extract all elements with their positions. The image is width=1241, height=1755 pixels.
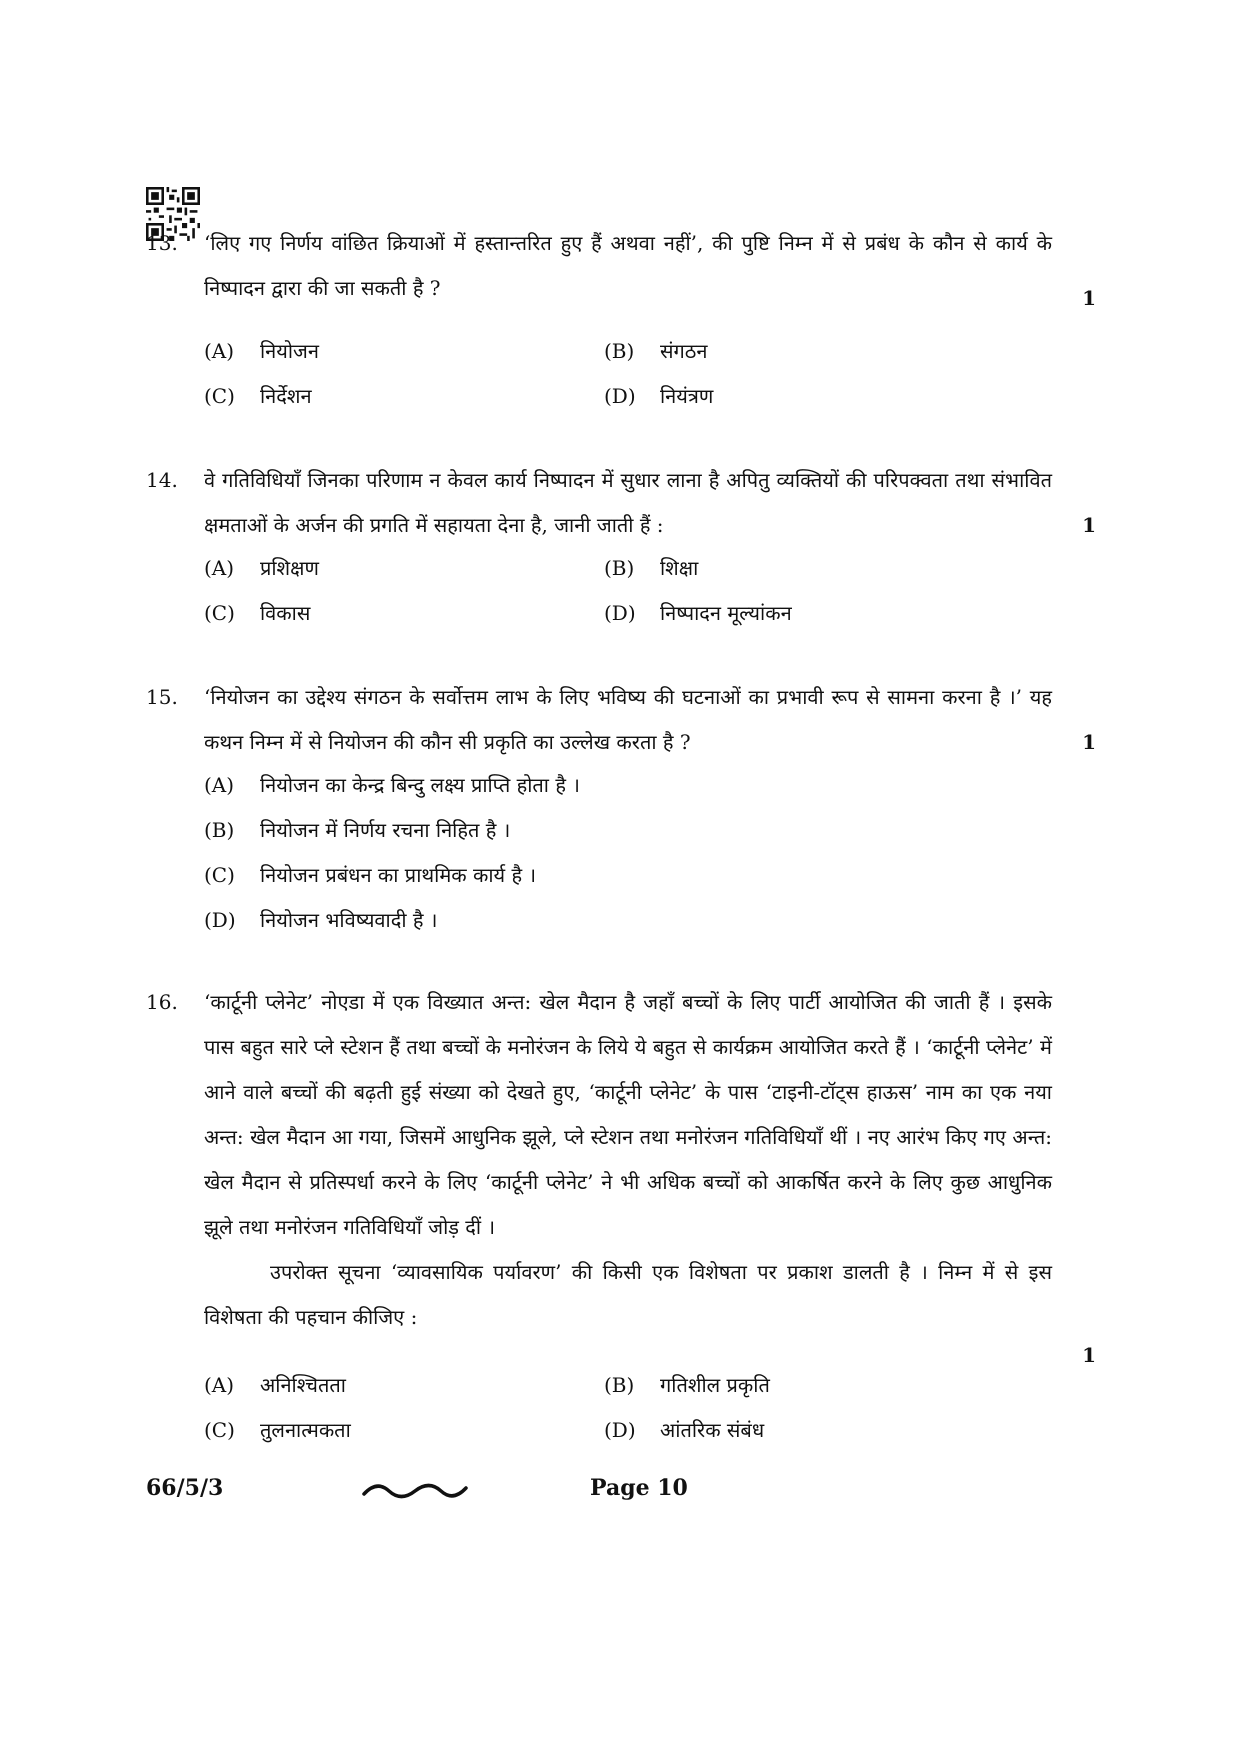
option-label: (D) [204,908,236,932]
option-d [204,900,437,940]
question-text: ‘लिए गए निर्णय वांछित क्रियाओं में हस्तान्तरित हुए हैं अथवा नहीं’, की पुष्टि निम्न में से प्रबंध के कौन से कार्य के निष्पादन द्वारा की जा सकती है ? [204,231,1052,300]
option-a [204,1365,346,1405]
option-b [204,810,510,850]
option-label: (D) [604,1418,636,1442]
question-number: 15. [146,685,178,709]
question-text: उपरोक्त सूचना ‘व्यावसायिक पर्यावरण’ की किसी एक विशेषता पर प्रकाश डालती है । निम्न में से इस विशेषता की पहचान कीजिए : [204,1260,1052,1329]
option-label: (A) [204,339,235,363]
option-text: आंतरिक संबंध [660,1418,765,1442]
question-text: ‘नियोजन का उद्देश्य संगठन के सर्वोत्तम लाभ के लिए भविष्य की घटनाओं का प्रभावी रूप से सामना करना है ।’ यह कथन निम्न में से नियोजन की कौन सी प्रकृति का उल्लेख करता है ? [204,685,1052,754]
question-16 [146,980,1096,1450]
case-paragraph: ‘कार्टूनी प्लेनेट’ नोएडा में एक विख्यात अन्त: खेल मैदान है जहाँ बच्चों के लिए पार्टी आयोजित की जाती हैं । इसके पास बहुत सारे प्ले स्टेशन हैं तथा बच्चों के मनोरंजन के लिये ये बहुत से कार्यक्रम आयोजित करते हैं । ‘कार्टूनी प्लेनेट’ में आने वाले बच्चों की बढ़ती हुई संख्या को देखते हुए, ‘कार्टूनी प्लेनेट’ के पास ‘टाइनी-टॉट्स हाऊस’ नाम का एक नया अन्त: खेल मैदान आ गया, जिसमें आधुनिक झूले, प्ले स्टेशन तथा मनोरंजन गतिविधियाँ थीं । नए आरंभ किए गए अन्त: खेल मैदान से प्रतिस्पर्धा करने के लिए ‘कार्टूनी प्लेनेट’ ने भी अधिक बच्चों को आकर्षित करने के लिए कुछ आधुनिक झूले तथा मनोरंजन गतिविधियाँ जोड़ दीं । [204,990,1052,1239]
option-text: नियोजन प्रबंधन का प्राथमिक कार्य है । [260,863,537,887]
wave-ornament-icon [362,1482,468,1500]
option-label: (C) [204,863,235,887]
option-a [204,765,580,805]
question-15 [146,675,1096,945]
option-label: (A) [204,773,235,797]
page-number: Page 10 [590,1475,688,1501]
option-text: नियंत्रण [660,384,714,408]
question-14 [146,458,1096,638]
option-text: नियोजन [260,339,319,363]
option-label: (B) [604,556,635,580]
option-text: निष्पादन मूल्यांकन [660,601,792,625]
option-d [604,376,713,416]
option-label: (C) [204,1418,235,1442]
option-label: (C) [204,384,235,408]
question-13 [146,221,1096,408]
marks: 1 [1082,513,1096,537]
question-body [204,980,1052,1340]
option-label: (A) [204,556,235,580]
question-text: वे गतिविधियाँ जिनका परिणाम न केवल कार्य निष्पादन में सुधार लाना है अपितु व्यक्तियों की परिपक्वता तथा संभावित क्षमताओं के अर्जन की प्रगति में सहायता देना है, जानी जाती हैं : [204,468,1052,537]
question-number: 14. [146,468,178,492]
option-text: नियोजन का केन्द्र बिन्दु लक्ष्य प्राप्ति होता है । [260,773,580,797]
option-text: प्रशिक्षण [260,556,319,580]
option-c [204,1410,351,1450]
option-label: (D) [604,384,636,408]
option-text: गतिशील प्रकृति [660,1373,770,1397]
option-label: (D) [604,601,636,625]
question-number: 13. [146,231,178,255]
marks: 1 [1082,1343,1096,1367]
option-c [204,593,310,633]
option-text: संगठन [660,339,708,363]
option-a [204,548,319,588]
question-number: 16. [146,990,178,1014]
option-d [604,1410,764,1450]
option-c [204,376,312,416]
option-text: विकास [260,601,311,625]
option-label: (B) [604,339,635,363]
option-a [204,331,319,371]
option-text: नियोजन भविष्यवादी है । [260,908,438,932]
option-text: निर्देशन [260,384,312,408]
option-b [604,331,708,371]
option-label: (B) [604,1373,635,1397]
option-b [604,1365,770,1405]
option-b [604,548,698,588]
option-d [604,593,792,633]
marks: 1 [1082,286,1096,310]
option-label: (C) [204,601,235,625]
option-text: नियोजन में निर्णय रचना निहित है । [260,818,511,842]
option-c [204,855,536,895]
option-text: अनिश्चितता [260,1373,346,1397]
option-text: शिक्षा [660,556,699,580]
paper-code: 66/5/3 [146,1475,224,1501]
option-label: (A) [204,1373,235,1397]
option-text: तुलनात्मकता [260,1418,351,1442]
option-label: (B) [204,818,235,842]
marks: 1 [1082,730,1096,754]
